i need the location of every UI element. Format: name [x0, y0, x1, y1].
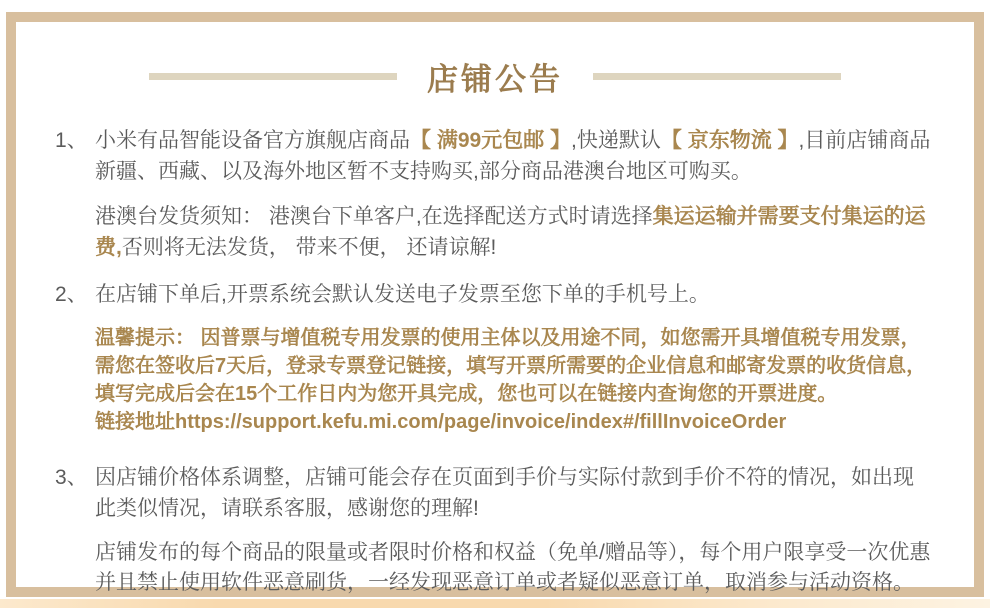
title-divider-left [149, 73, 397, 80]
announcement-panel [6, 12, 984, 597]
item-1-seg1: 小米有品智能设备官方旗舰店商品 [95, 129, 410, 152]
title-divider-right [593, 73, 841, 80]
announcement-header [16, 22, 974, 99]
announcement-item-2 [55, 279, 934, 310]
item-1-seg2: ,快递默认 [571, 129, 661, 152]
item-1-highlight-jd-logistics: 【 京东物流 】 [660, 129, 799, 152]
item-1-number: 1、 [55, 129, 88, 152]
item-3-number: 3、 [55, 466, 88, 489]
announcement-item-3 [55, 462, 934, 524]
announcement-content [16, 99, 974, 598]
item-1-seg3: ,目前店铺商品新疆、西藏、以及海外地区暂不支持购买,部分商品港澳台地区可购买。 [95, 129, 931, 183]
item-3-text: 因店铺价格体系调整，店铺可能会存在页面到手价与实际付款到手价不符的情况，如出现此类似情况，请联系客服，感谢您的理解! [95, 466, 914, 520]
hmt-notice-highlight: 集运运输并需要支付集运的运费, [95, 205, 926, 259]
item-1-text [95, 129, 930, 183]
bottom-gradient-strip [0, 599, 990, 608]
invoice-tip-note [55, 324, 934, 436]
invoice-link[interactable]: 链接地址https://support.kefu.mi.com/page/invoice/index#/fillInvoiceOrder [95, 411, 787, 433]
item-2-text: 在店铺下单后,开票系统会默认发送电子发票至您下单的手机号上。 [95, 283, 710, 306]
item-1-highlight-free-shipping: 【 满99元包邮 】 [410, 129, 572, 152]
announcement-item-1 [55, 125, 934, 187]
hmt-notice-seg1: 港澳台发货须知： 港澳台下单客户,在选择配送方式时请选择 [95, 205, 653, 228]
promo-limit-note [55, 538, 934, 598]
item-2-number: 2、 [55, 283, 88, 306]
hmt-shipping-notice [55, 201, 934, 263]
promo-limit-text: 店铺发布的每个商品的限量或者限时价格和权益（免单/赠品等），每个用户限享受一次优惠并且禁止使用软件恶意刷货，一经发现恶意订单或者疑似恶意订单，取消参与活动资格。 [95, 541, 931, 594]
hmt-notice-seg2: 否则将无法发货， 带来不便， 还请谅解! [121, 236, 497, 259]
invoice-tip-text: 温馨提示： 因普票与增值税专用发票的使用主体以及用途不同，如您需开具增值税专用发票，需您在签收后7天后，登录专票登记链接，填写开票所需要的企业信息和邮寄发票的收货信息，填写完成后会在15个工作日内为您开具完成，您也可以在链接内查询您的开票进度。 [95, 327, 927, 405]
page-title: 店铺公告 [427, 62, 563, 97]
